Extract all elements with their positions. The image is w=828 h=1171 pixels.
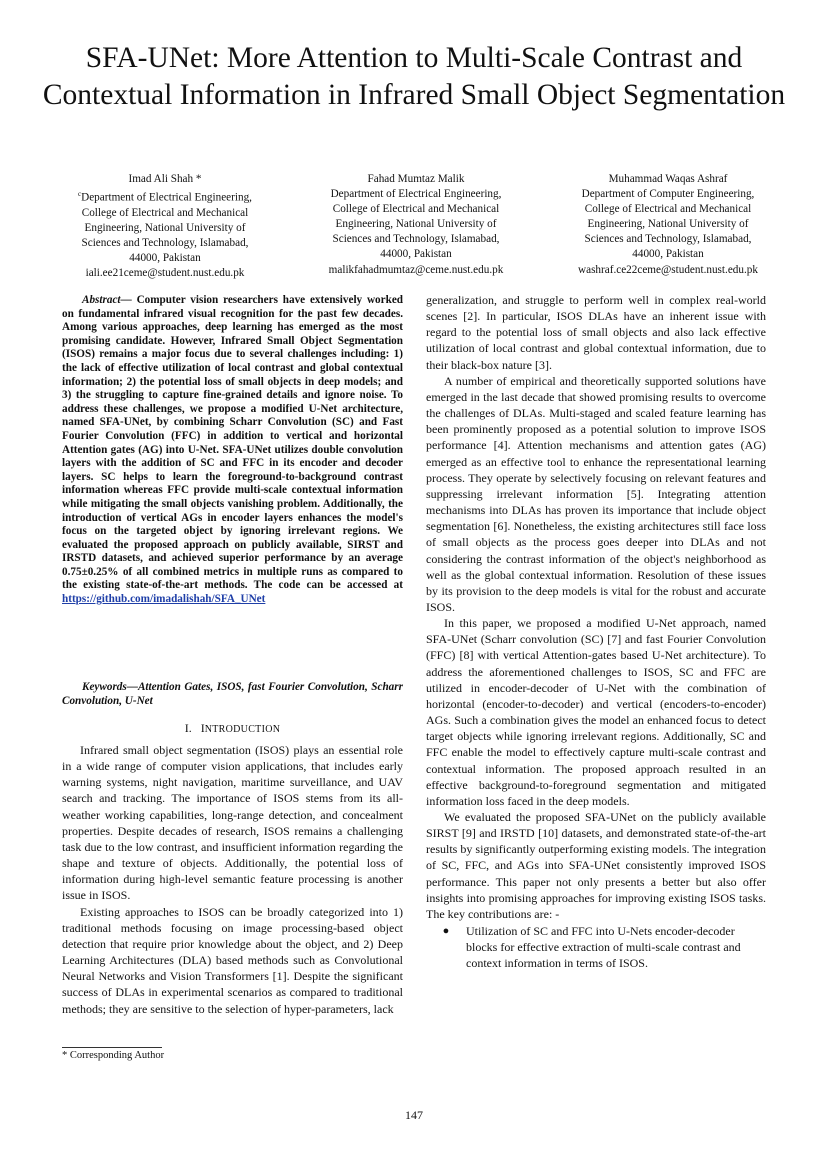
author-block-1 [60, 172, 270, 281]
author-name: Imad Ali Shah * [128, 173, 202, 185]
abstract-label: Abstract [82, 294, 121, 306]
author-affiliation-line: Department of Computer Engineering, [581, 188, 755, 201]
section-title-rest: NTRODUCTION [204, 724, 281, 735]
footnote: * Corresponding Author [62, 1050, 165, 1061]
author-affiliation-line: Sciences and Technology, Islamabad, [81, 237, 249, 250]
contribution-list-item [426, 923, 766, 971]
body-paragraph: Infrared small object segmentation (ISOS) plays an essential role in a wide range of computer vision applications, that includes early warning systems, night navigation, maritime surveillance, and UAV search and tracking. The importance of ISOS stems from its all-weather working capabilities, long-range detection, and concealment properties. Despite decades of research, ISOS remains a challenging task due to the low contrast, and insufficient information regarding the shape and texture of objects. Additionally, the potential loss of information during high-level semantic feature processing is another issue in ISOS. [62, 743, 403, 903]
author-name: Fahad Mumtaz Malik [367, 173, 465, 185]
body-paragraph: We evaluated the proposed SFA-UNet on the publicly available SIRST [9] and IRSTD [10] datasets, and demonstrated state-of-the-art results by significantly outperforming existing models. The integration of SC, FFC, and AGs into SFA-UNet consistently improved ISOS performance. This paper not only presents a better but also offer insights into promising approaches for improving existing ISOS tasks. The key contributions are: - [426, 810, 766, 921]
author-name: Muhammad Waqas Ashraf [608, 173, 728, 185]
keywords: Keywords—Attention Gates, ISOS, fast Fourier Convolution, Scharr Convolution, U-Net [62, 681, 403, 707]
body-paragraph: A number of empirical and theoretically supported solutions have emerged in the last decade that showed promising results to overcome the challenges of DLAs. Multi-staged and scaled feature learning has been prominently proposed as a potential solution to improve ISOS performance [4]. Attention mechanisms and attention gates (AG) emerged as an effective tool to enhance the representational learning process. They operate by selectively focusing on relevant features and suppressing irrelevant information [5]. Integrating attention mechanisms into DLAs has proven its importance that include object segmentation [6]. Nonetheless, the existing architectures still face loss of small objects as the process goes deeper into DLAs and not considering the contrast information of the object's neighborhood as well as the global contextual information. Resolution of these issues by its provision to the deep models is vital for the robust and accurate ISOS. [426, 373, 766, 614]
author-affiliation-line: Sciences and Technology, Islamabad, [332, 233, 500, 246]
author-block-2 [311, 172, 521, 278]
abstract-text: Computer vision researchers have extensively worked on fundamental infrared visual recognition for the past few decades. Among various approaches, deep learning has emerged as the most promising candidate. However, Infrared Small Object Segmentation (ISOS) remains a major focus due to several challenges including: 1) the lack of effective utilization of local contrast and global contextual information; 2) the potential loss of small objects in deep models; and 3) the struggling to capture fine-grained details and ignore noise. To address these challenges, we propose a modified U-Net architecture, named SFA-UNet, by combining Scharr Convolution (SC) and Fast Fourier Convolution (FFC) in addition to vertical and horizontal Attention gates (AG) into U-Net. SFA-UNet utilizes double convolution layers with the addition of SC and FFC in its encoder and decoder layers. SC helps to learn the foreground-to-background contrast information whereas FFC provide multi-scale contextual information while mitigating the small objects vanishing problem. Additionally, the introduction of vertical AGs in encoder layers enhances the model's focus on the targeted object by ignoring irrelevant regions. We evaluated the proposed approach on publicly available, SIRST and IRSTD datasets, and achieved superior performance by an average 0.75±0.25% of all combined metrics in multiple runs as compared to the existing state-of-the-art methods. The code can be accessed at [62, 294, 404, 592]
abstract-dash: — [120, 294, 137, 306]
author-affiliation-line: Engineering, National University of [84, 222, 246, 235]
page-number: 147 [405, 1108, 423, 1122]
section-heading-introduction [62, 721, 403, 736]
author-email: washraf.ce22ceme@student.nust.edu.pk [578, 263, 758, 276]
abstract [62, 294, 403, 607]
footnote-divider [62, 1047, 162, 1048]
left-column-body [62, 742, 403, 1017]
author-affiliation-line: College of Electrical and Mechanical [332, 203, 500, 216]
author-affiliation-line: 44000, Pakistan [380, 248, 452, 261]
author-affiliation-line: College of Electrical and Mechanical [584, 203, 752, 216]
author-affiliation-line: $^c$Department of Electrical Engineering, [78, 190, 252, 204]
section-title-initial: I [200, 721, 205, 735]
author-affiliation-line: 44000, Pakistan [129, 252, 201, 265]
section-numeral: I. [184, 721, 192, 735]
paper-title: SFA-UNet: More Attention to Multi-Scale Contrast and Contextual Information in Infrared Small Object Segmentation [42, 42, 786, 111]
author-affiliation-line: 44000, Pakistan [632, 248, 704, 261]
body-paragraph: In this paper, we proposed a modified U-Net approach, named SFA-UNet (Scharr convolution (SC) [7] and fast Fourier Convolution (FFC) [8] with vertical Attention-gates based U-Net architecture). To address the aforementioned challenges to ISOS, SC and FFC are utilized in encoder-decoder of U-Net with the combination of horizontal (encoder-to-decoder) and vertical (encoders-to-encoder) AGs. Such a combination gives the model an enhanced focus to detect target objects while ignoring irrelevant regions. Additionally, SC and FFC enable the model to effectively capture multi-scale contrast and contextual information. The proposed approach resulted in an effective background-to-foreground segmentation and mitigated information loss faced in the deep models. [426, 616, 766, 808]
author-email: iali.ee21ceme@student.nust.edu.pk [85, 267, 245, 280]
right-column-body [426, 292, 766, 972]
author-affiliation-line: Engineering, National University of [335, 218, 497, 231]
author-affiliation-text: Department of Electrical Engineering, [81, 191, 252, 204]
author-affiliation-line: Sciences and Technology, Islamabad, [584, 233, 752, 246]
author-email: malikfahadmumtaz@ceme.nust.edu.pk [328, 263, 504, 276]
author-affiliation-line: Engineering, National University of [587, 218, 749, 231]
body-paragraph: Existing approaches to ISOS can be broadly categorized into 1) traditional methods focusing on image processing-based object detection that require prior knowledge about the object, and 2) Deep Learning Architectures (DLA) based methods such as Convolutional Neural Networks and Vision Transformers [1]. Despite the significant success of DLAs in experimental scenarios as compared to traditional methods; they are sensitive to the selection of hyper-parameters, lack [62, 904, 403, 1016]
code-link[interactable]: https://github.com/imadalishah/SFA_UNet [62, 593, 266, 606]
body-paragraph: generalization, and struggle to perform well in complex real-world scenes [2]. In particular, ISOS DLAs have an inherent issue with regard to the potential loss of small objects and also lack effective utilization of local contrast and global contextual information, due to their black-box nature [3]. [426, 293, 766, 372]
author-block-3 [563, 172, 773, 278]
author-affiliation-line: College of Electrical and Mechanical [81, 206, 249, 219]
bullet-icon: ● [442, 925, 450, 938]
contribution-text: Utilization of SC and FFC into U-Nets encoder-decoder blocks for effective extraction of multi-scale contrast and context information in terms of ISOS. [466, 924, 741, 971]
author-affiliation-line: Department of Electrical Engineering, [330, 188, 502, 201]
